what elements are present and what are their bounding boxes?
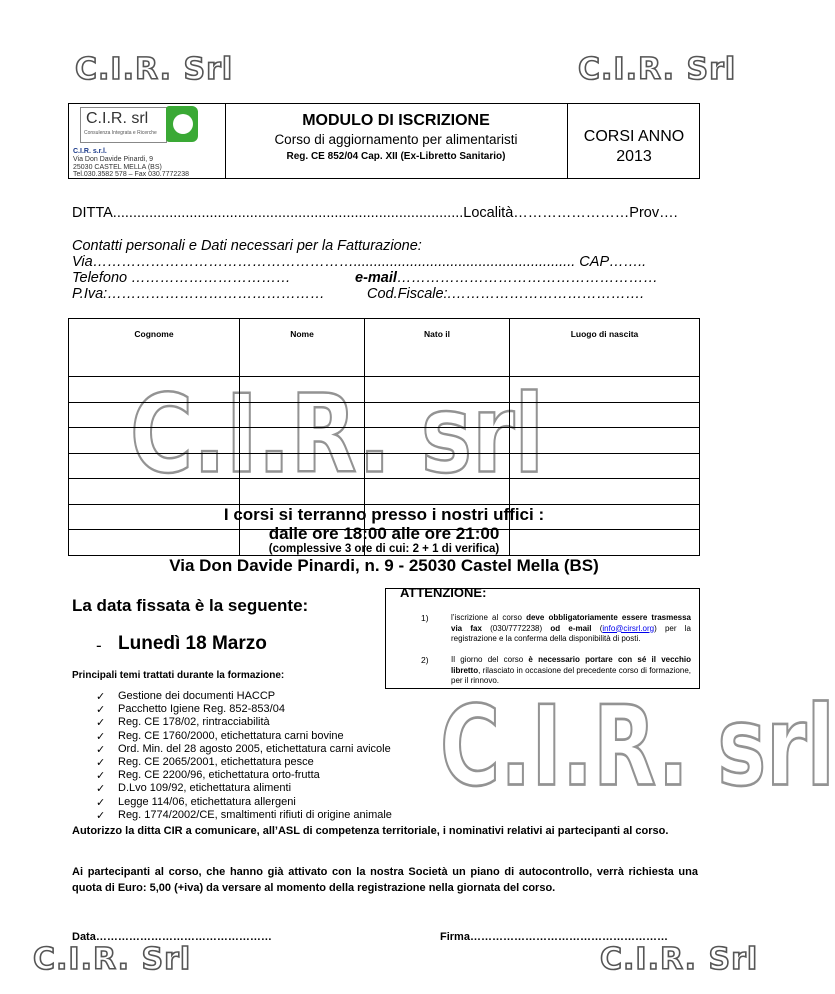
check-icon: ✓ bbox=[96, 717, 106, 730]
date-dash: - bbox=[96, 636, 102, 655]
form-regulation: Reg. CE 852/04 Cap. XII (Ex-Libretto Sanitario) bbox=[286, 151, 506, 162]
codfiscale-field[interactable]: Cod.Fiscale:.…………………………………. bbox=[367, 286, 645, 302]
date-label: La data fissata è la seguente: bbox=[72, 596, 309, 615]
topic-item: Legge 114/06, etichettatura allergeni bbox=[118, 795, 296, 808]
topic-item: Pacchetto Igiene Reg. 852-853/04 bbox=[118, 703, 285, 716]
table-row bbox=[69, 377, 700, 403]
table-header-row bbox=[69, 319, 700, 377]
logo-name: C.I.R. srl bbox=[86, 110, 149, 127]
ditta-field[interactable]: DITTA.......................................................................................Località……………………Prov…. bbox=[72, 205, 678, 221]
check-icon: ✓ bbox=[96, 770, 106, 783]
check-icon: ✓ bbox=[96, 783, 106, 796]
attenzione-num1: 1) bbox=[421, 613, 429, 623]
logo-cell bbox=[69, 104, 226, 178]
attenzione-title: ATTENZIONE: bbox=[400, 585, 487, 600]
topic-item: Reg. CE 2065/2001, etichettatura pesce bbox=[118, 756, 314, 768]
table-cell[interactable] bbox=[69, 402, 240, 428]
attenzione-item2: Il giorno del corso è necessario portare con sé il vecchio libretto, rilasciato in occasione del precedente corso di formazione, per il rinnovo. bbox=[451, 655, 691, 685]
data-field[interactable]: Data………………………………………… bbox=[72, 931, 272, 943]
check-icon: ✓ bbox=[96, 704, 106, 717]
topic-item: Gestione dei documenti HACCP bbox=[118, 690, 276, 702]
table-cell[interactable] bbox=[69, 428, 240, 454]
col-nome: Nome bbox=[240, 319, 365, 377]
check-icon: ✓ bbox=[96, 743, 106, 756]
date-value: Lunedì 18 Marzo bbox=[118, 633, 267, 654]
info-address: Via Don Davide Pinardi, n. 9 - 25030 Castel Mella (BS) bbox=[169, 556, 599, 575]
table-cell[interactable] bbox=[69, 479, 240, 505]
table-cell[interactable] bbox=[69, 377, 240, 403]
topics-title: Principali temi trattati durante la formazione: bbox=[72, 670, 285, 681]
watermark-top-right: C.I.R. Srl bbox=[578, 52, 737, 87]
topic-item: Reg. CE 178/02, rintracciabilità bbox=[118, 716, 270, 729]
logo-tagline: Consulenza Integrata e Ricerche bbox=[84, 130, 157, 136]
email-field[interactable]: e-mail……………………………………………… bbox=[355, 270, 658, 286]
table-cell[interactable] bbox=[510, 428, 700, 454]
form-title: MODULO DI ISCRIZIONE bbox=[302, 112, 490, 129]
col-luogo: Luogo di nascita bbox=[510, 319, 700, 377]
topic-item: D.Lvo 109/92, etichettatura alimenti bbox=[118, 782, 292, 795]
watermark-top-left: C.I.R. Srl bbox=[75, 52, 234, 87]
table-cell[interactable] bbox=[69, 453, 240, 479]
info-line2: dalle ore 18:00 alle ore 21:00 bbox=[268, 524, 500, 543]
topic-item: Reg. CE 1760/2000, etichettatura carni bovine bbox=[118, 729, 344, 742]
fee-paragraph: Ai partecipanti al corso, che hanno già attivato con la nostra Società un piano di autocontrollo, verrà richiesta una quota di Euro: 5,00 (+iva) da versare al momento della registrazione nella giornata del corso. bbox=[72, 866, 698, 894]
email-link[interactable]: info@cirsrl.org bbox=[602, 623, 655, 633]
table-cell[interactable] bbox=[510, 479, 700, 505]
firma-field[interactable]: Firma……………………………………………… bbox=[440, 931, 668, 943]
topic-item: Reg. CE 2200/96, etichettatura orto-frutta bbox=[118, 769, 320, 782]
table-cell[interactable] bbox=[365, 428, 510, 454]
table-cell[interactable] bbox=[510, 453, 700, 479]
table-cell[interactable] bbox=[510, 402, 700, 428]
company-address1: Via Don Davide Pinardi, 9 bbox=[73, 156, 154, 163]
via-field[interactable]: Via………………………………………………....................................................... CAP…….. bbox=[72, 254, 647, 270]
telefono-field[interactable]: Telefono …………………………… bbox=[72, 270, 291, 286]
check-icon: ✓ bbox=[96, 757, 106, 769]
info-line3: (complessive 3 ore di cui: 2 + 1 di verifica) bbox=[268, 543, 500, 555]
table-cell[interactable] bbox=[365, 479, 510, 505]
check-icon: ✓ bbox=[96, 691, 106, 703]
attenzione-box bbox=[385, 588, 700, 689]
watermark-bottom-right: C.I.R. Srl bbox=[600, 942, 759, 977]
col-nato-il: Nato il bbox=[365, 319, 510, 377]
company-phone: Tel.030.3582 578 – Fax 030.7772238 bbox=[73, 171, 189, 178]
form-subtitle: Corso di aggiornamento per alimentaristi bbox=[274, 132, 518, 147]
logo-frame bbox=[80, 107, 167, 143]
watermark-table: C.I.R. srl bbox=[130, 372, 544, 498]
table-cell[interactable] bbox=[365, 377, 510, 403]
table-row bbox=[69, 479, 700, 505]
table-cell[interactable] bbox=[365, 402, 510, 428]
check-icon: ✓ bbox=[96, 796, 106, 809]
watermark-bottom-left: C.I.R. Srl bbox=[33, 942, 192, 977]
year-cell bbox=[567, 104, 700, 178]
table-row bbox=[69, 428, 700, 454]
attenzione-num2: 2) bbox=[421, 655, 429, 665]
table-cell[interactable] bbox=[240, 377, 365, 403]
col-cognome: Cognome bbox=[69, 319, 240, 377]
table-cell[interactable] bbox=[510, 377, 700, 403]
contatti-heading: Contatti personali e Dati necessari per la Fatturazione: bbox=[72, 238, 422, 254]
company-address2: 25030 CASTEL MELLA (BS) bbox=[73, 164, 162, 171]
corsi-year: 2013 bbox=[616, 148, 652, 165]
attenzione-item1: l’iscrizione al corso deve obbligatoriamente essere trasmessa via fax (030/7772238) od e-mail (info@cirsrl.org) per la registrazione e la conferma della disponibilità di posti. bbox=[451, 613, 692, 643]
check-icon: ✓ bbox=[96, 730, 106, 743]
check-icon: ✓ bbox=[96, 809, 106, 822]
table-cell[interactable] bbox=[365, 453, 510, 479]
table-row bbox=[69, 402, 700, 428]
table-cell[interactable] bbox=[240, 402, 365, 428]
topic-item: Ord. Min. del 28 agosto 2005, etichettatura carni avicole bbox=[118, 742, 391, 755]
table-cell[interactable] bbox=[240, 479, 365, 505]
topic-item: Reg. 1774/2002/CE, smaltimenti rifiuti di origine animale bbox=[118, 808, 392, 821]
piva-field[interactable]: P.Iva:……………………………………… bbox=[72, 286, 325, 302]
table-cell[interactable] bbox=[240, 428, 365, 454]
header-box bbox=[68, 103, 700, 179]
watermark-topics: C.I.R. srl bbox=[440, 683, 835, 812]
logo-graphic-hole bbox=[173, 114, 193, 134]
table-row bbox=[69, 453, 700, 479]
corsi-anno: CORSI ANNO bbox=[583, 128, 685, 145]
table-cell[interactable] bbox=[240, 453, 365, 479]
authorization-paragraph: Autorizzo la ditta CIR a comunicare, all’ASL di competenza territoriale, i nominativi relativi ai partecipanti al corso. bbox=[72, 825, 669, 837]
info-line1: I corsi si terranno presso i nostri uffici : bbox=[223, 505, 545, 524]
company-name: C.I.R. s.r.l. bbox=[73, 148, 107, 155]
